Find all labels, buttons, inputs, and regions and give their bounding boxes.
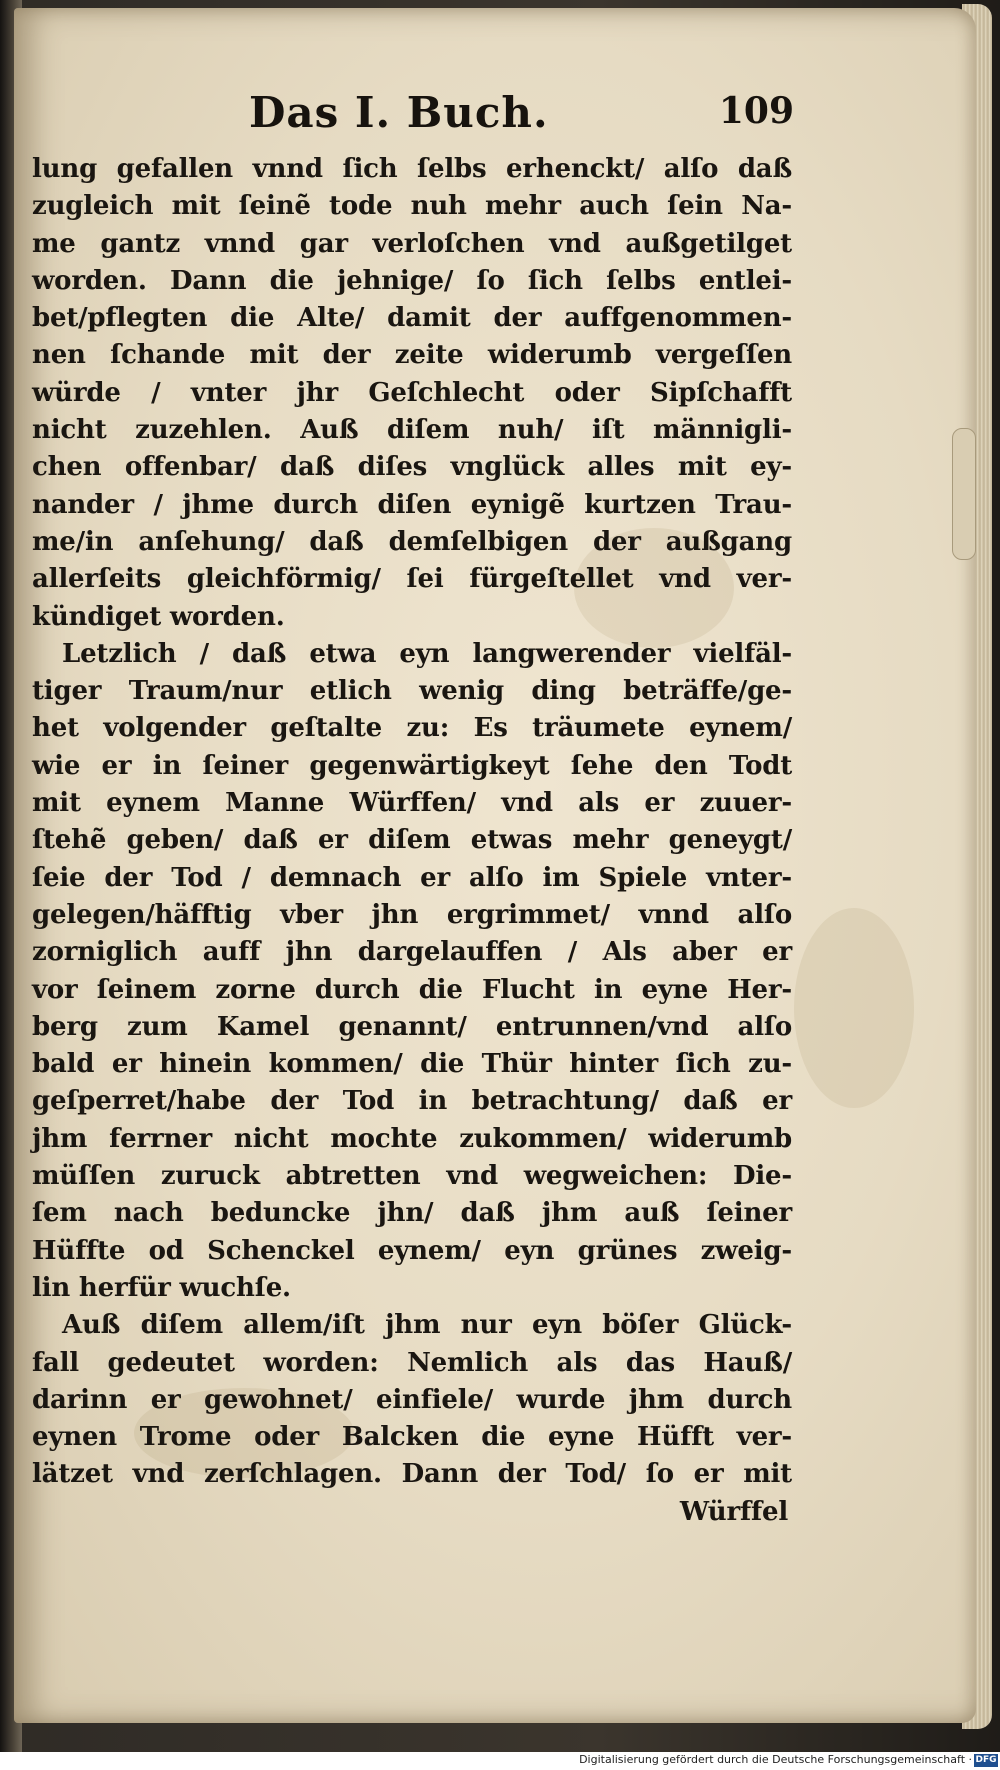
text-line: vor ſeinem zorne durch die Flucht in eyne Her- bbox=[32, 974, 792, 1005]
text-line: lätzet vnd zerſchlagen. Dann der Tod/ ſo er mit bbox=[32, 1459, 792, 1490]
text-line: ſem nach beduncke jhn/ daß jhm auß ſeiner bbox=[32, 1198, 792, 1229]
text-line: müſſen zuruck abtretten vnd wegweichen: Die- bbox=[32, 1161, 792, 1192]
text-line: nen ſchande mit der zeite widerumb vergeſſen bbox=[32, 340, 792, 371]
text-line: wie er in ſeiner gegenwärtigkeyt ſehe den Todt bbox=[32, 750, 792, 781]
book-page bbox=[14, 8, 976, 1723]
text-line: bald er hinein kommen/ die Thür hinter ſich zu- bbox=[32, 1049, 792, 1080]
text-line: berg zum Kamel genannt/ entrunnen/vnd alſo bbox=[32, 1011, 792, 1042]
dfg-logo: DFG bbox=[975, 1755, 997, 1765]
text-line: eynen Trome oder Balcken die eyne Hüfft ver- bbox=[32, 1422, 792, 1453]
text-line: bet/pflegten die Alte/ damit der auffgenommen- bbox=[32, 303, 792, 334]
text-line: chen offenbar/ daß diſes vnglück alles mit ey- bbox=[32, 452, 792, 483]
text-line: tiger Traum/nur etlich wenig ding beträffe/ge- bbox=[32, 676, 792, 707]
text-line: me/in anſehung/ daß demſelbigen der außgang bbox=[32, 526, 792, 557]
paper-stain bbox=[794, 908, 914, 1108]
text-line: zugleich mit ſeinẽ tode nuh mehr auch ſein Na- bbox=[32, 191, 792, 222]
text-line: nander / jhme durch diſen eynigẽ kurtzen Trau- bbox=[32, 489, 792, 520]
text-line: ſtehẽ geben/ daß er diſem etwas mehr geneygt/ bbox=[32, 825, 792, 856]
text-line: nicht zuzehlen. Auß diſem nuh/ iſt männigli- bbox=[32, 415, 792, 446]
text-line: jhm ferrner nicht mochte zukommen/ widerumb bbox=[32, 1123, 792, 1154]
text-line: würde / vnter jhr Geſchlecht oder Sipſchafft bbox=[32, 377, 792, 408]
text-line: lung gefallen vnnd ſich ſelbs erhenckt/ alſo daß bbox=[32, 154, 792, 184]
funding-credit: Digitalisierung gefördert durch die Deutsche Forschungsgemeinschaft · bbox=[579, 1753, 972, 1766]
text-line: fall gedeutet worden: Nemlich als das Hauß/ bbox=[32, 1347, 792, 1378]
text-line: ſeie der Tod / demnach er alſo im Spiele vnter- bbox=[32, 862, 792, 893]
text-line: worden. Dann die jehnige/ ſo ſich ſelbs entlei- bbox=[32, 265, 792, 296]
running-title: Das I. Buch. bbox=[249, 88, 549, 137]
text-line: mit eynem Manne Würffen/ vnd als er zuuer- bbox=[32, 788, 792, 819]
text-line: me gantz vnnd gar verloſchen vnd außgetilget bbox=[32, 228, 792, 259]
page-number: 109 bbox=[718, 90, 794, 132]
page-header bbox=[74, 88, 794, 148]
text-line: Auß diſem allem/iſt jhm nur eyn böſer Glück- bbox=[62, 1310, 792, 1341]
text-line: zorniglich auff jhn dargelauffen / Als aber er bbox=[32, 937, 792, 968]
text-line: kündiget worden. bbox=[32, 601, 285, 632]
text-line: darinn er gewohnet/ einfiele/ wurde jhm durch bbox=[32, 1384, 792, 1415]
body-text bbox=[32, 151, 792, 1531]
text-line: allerſeits gleichförmig/ ſei fürgeſtellet vnd ver- bbox=[32, 564, 792, 595]
text-line: gelegen/häfftig vber jhn ergrimmet/ vnnd alſo bbox=[32, 899, 792, 930]
page-marker-tab bbox=[952, 428, 976, 560]
text-line: Hüffte od Schenckel eynem/ eyn grünes zweig- bbox=[32, 1235, 792, 1266]
text-line: het volgender geſtalte zu: Es träumete eynem/ bbox=[32, 713, 792, 744]
text-line: Letzlich / daß etwa eyn langwerender vielfäl- bbox=[62, 638, 792, 669]
text-line: lin herfür wuchſe. bbox=[32, 1272, 291, 1303]
catchword: Würffel bbox=[679, 1496, 788, 1527]
text-line: geſperret/habe der Tod in betrachtung/ daß er bbox=[32, 1086, 792, 1117]
